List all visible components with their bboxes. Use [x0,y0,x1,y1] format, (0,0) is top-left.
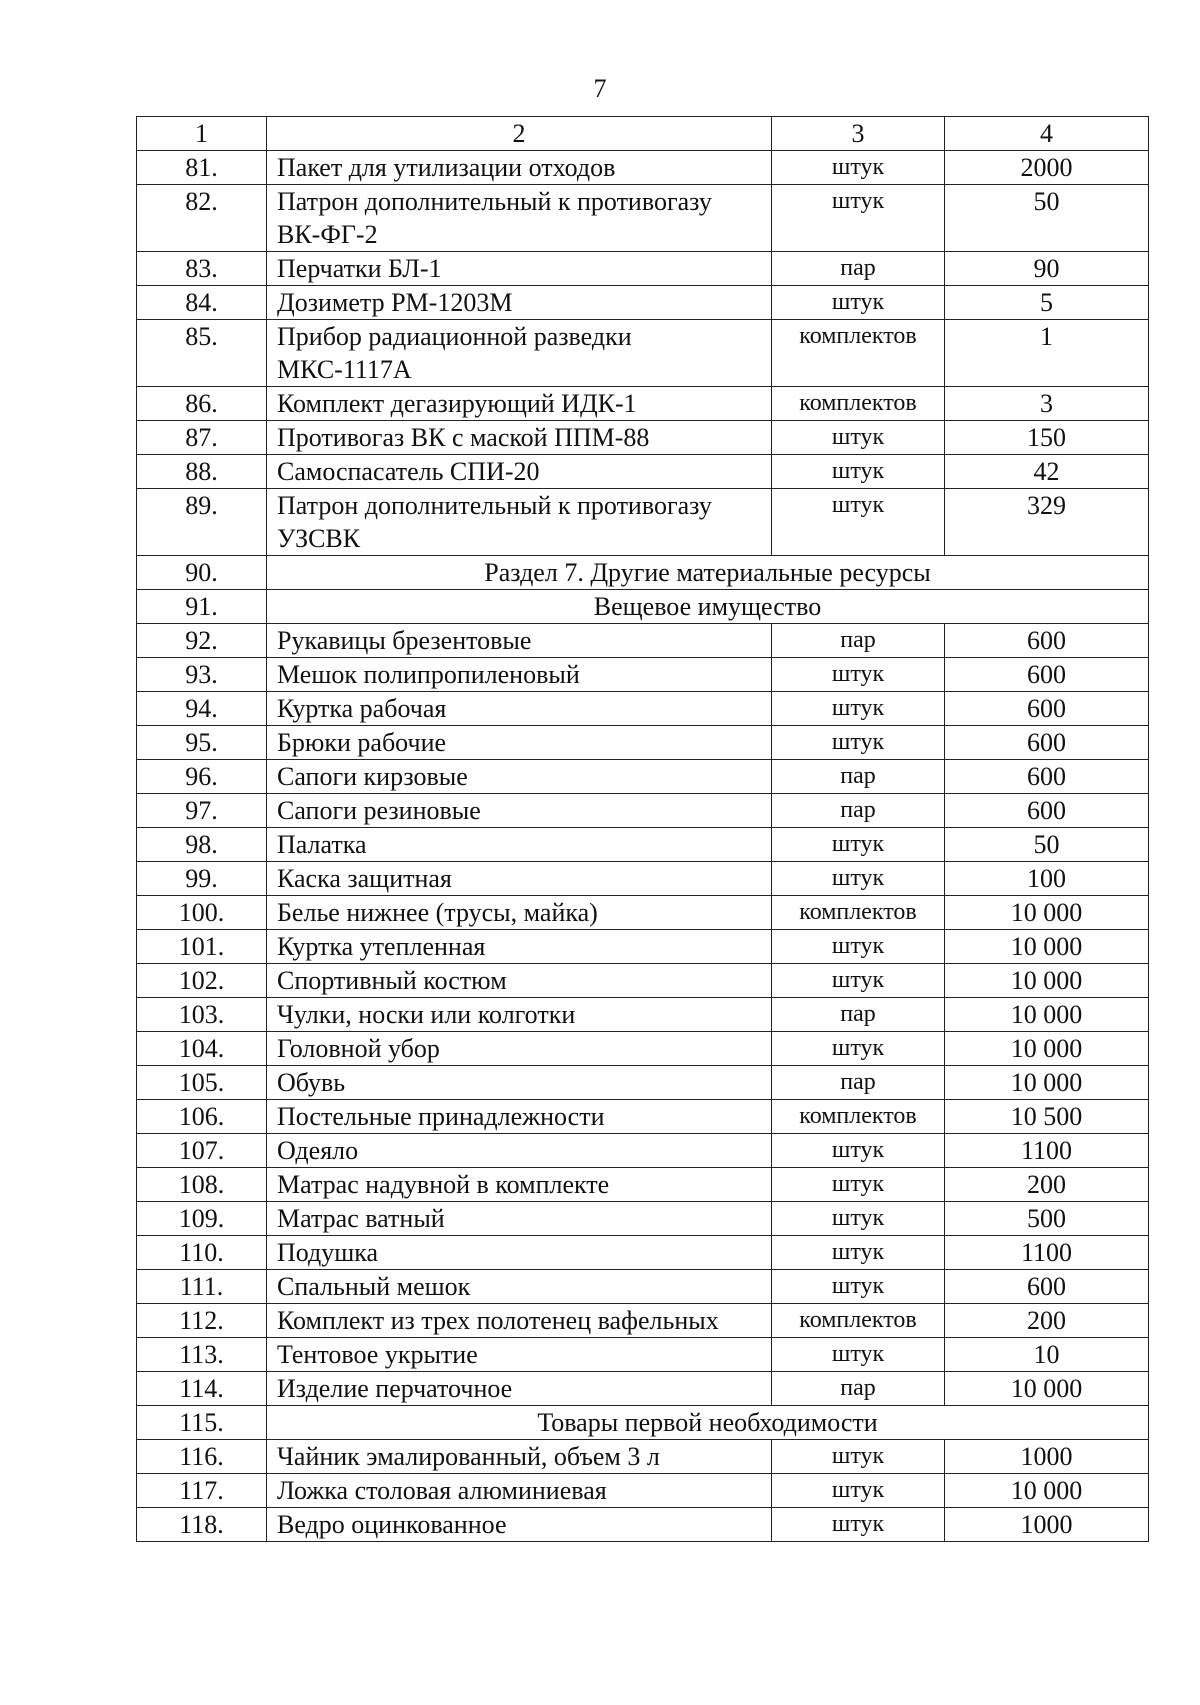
row-number: 117. [137,1474,267,1508]
item-unit: штук [772,964,945,998]
table-row [137,1032,1149,1066]
item-name: Изделие перчаточное [267,1372,772,1406]
row-number: 108. [137,1168,267,1202]
item-unit: штук [772,1168,945,1202]
item-unit: пар [772,998,945,1032]
item-unit: комплектов [772,1304,945,1338]
item-name: Ложка столовая алюминиевая [267,1474,772,1508]
item-name: Сапоги кирзовые [267,760,772,794]
table-row [137,1236,1149,1270]
item-quantity: 600 [945,794,1149,828]
row-number: 97. [137,794,267,828]
item-name: Сапоги резиновые [267,794,772,828]
row-number: 104. [137,1032,267,1066]
section-row [137,1406,1149,1440]
section-row [137,590,1149,624]
item-quantity: 50 [945,185,1149,252]
row-number: 99. [137,862,267,896]
item-name: Куртка рабочая [267,692,772,726]
table-row [137,624,1149,658]
item-unit: штук [772,455,945,489]
item-name: Спортивный костюм [267,964,772,998]
table-row [137,489,1149,556]
item-name: Одеяло [267,1134,772,1168]
row-number: 92. [137,624,267,658]
item-name: Мешок полипропиленовый [267,658,772,692]
section-title: Раздел 7. Другие материальные ресурсы [267,556,1149,590]
item-quantity: 600 [945,760,1149,794]
item-name: Комплект дегазирующий ИДК-1 [267,387,772,421]
item-quantity: 1000 [945,1440,1149,1474]
item-name: Подушка [267,1236,772,1270]
row-number: 90. [137,556,267,590]
item-name: Дозиметр РМ-1203М [267,286,772,320]
item-name: Патрон дополнительный к противогазу ВК-ФГ-2 [267,185,772,252]
item-unit: штук [772,930,945,964]
row-number: 101. [137,930,267,964]
row-number: 94. [137,692,267,726]
item-name: Тентовое укрытие [267,1338,772,1372]
item-quantity: 2000 [945,151,1149,185]
item-quantity: 200 [945,1304,1149,1338]
item-quantity: 90 [945,252,1149,286]
table-row [137,1202,1149,1236]
item-quantity: 200 [945,1168,1149,1202]
table-row [137,930,1149,964]
item-unit: пар [772,760,945,794]
row-number: 86. [137,387,267,421]
row-number: 118. [137,1508,267,1542]
item-quantity: 10 000 [945,964,1149,998]
row-number: 83. [137,252,267,286]
table-row [137,1372,1149,1406]
row-number: 87. [137,421,267,455]
table-row [137,1168,1149,1202]
table-row [137,998,1149,1032]
item-unit: штук [772,1202,945,1236]
item-unit: пар [772,252,945,286]
item-quantity: 500 [945,1202,1149,1236]
row-number: 96. [137,760,267,794]
row-number: 116. [137,1440,267,1474]
item-name: Матрас ватный [267,1202,772,1236]
item-name: Палатка [267,828,772,862]
table-row [137,1100,1149,1134]
item-unit: штук [772,1440,945,1474]
header-row [137,117,1149,151]
item-unit: штук [772,1236,945,1270]
item-name: Обувь [267,1066,772,1100]
item-quantity: 1100 [945,1134,1149,1168]
item-name: Перчатки БЛ-1 [267,252,772,286]
section-row [137,556,1149,590]
row-number: 107. [137,1134,267,1168]
item-quantity: 10 000 [945,896,1149,930]
item-unit: штук [772,692,945,726]
item-unit: штук [772,828,945,862]
column-number-3: 3 [772,117,945,151]
item-quantity: 10 500 [945,1100,1149,1134]
table-row [137,1338,1149,1372]
item-name: Каска защитная [267,862,772,896]
row-number: 98. [137,828,267,862]
item-quantity: 10 000 [945,1474,1149,1508]
item-name: Рукавицы брезентовые [267,624,772,658]
item-quantity: 10 000 [945,1066,1149,1100]
item-name: Пакет для утилизации отходов [267,151,772,185]
row-number: 95. [137,726,267,760]
item-name: Противогаз ВК с маской ППМ-88 [267,421,772,455]
item-name: Ведро оцинкованное [267,1508,772,1542]
row-number: 102. [137,964,267,998]
item-unit: штук [772,286,945,320]
table-row [137,726,1149,760]
item-unit: штук [772,421,945,455]
item-name: Брюки рабочие [267,726,772,760]
item-quantity: 600 [945,1270,1149,1304]
table-row [137,1134,1149,1168]
table-row [137,1508,1149,1542]
table-row [137,421,1149,455]
row-number: 88. [137,455,267,489]
table-row [137,1474,1149,1508]
item-unit: штук [772,1474,945,1508]
table-row [137,185,1149,252]
row-number: 81. [137,151,267,185]
item-unit: штук [772,658,945,692]
row-number: 109. [137,1202,267,1236]
item-name: Патрон дополнительный к противогазу УЗСВК [267,489,772,556]
row-number: 84. [137,286,267,320]
item-unit: штук [772,1270,945,1304]
table-row [137,658,1149,692]
section-title: Товары первой необходимости [267,1406,1149,1440]
item-quantity: 329 [945,489,1149,556]
column-number-4: 4 [945,117,1149,151]
item-quantity: 1100 [945,1236,1149,1270]
item-quantity: 1000 [945,1508,1149,1542]
table-row [137,286,1149,320]
item-unit: штук [772,185,945,252]
row-number: 114. [137,1372,267,1406]
column-number-1: 1 [137,117,267,151]
item-name: Чайник эмалированный, объем 3 л [267,1440,772,1474]
item-name: Самоспасатель СПИ-20 [267,455,772,489]
table-row [137,1066,1149,1100]
item-unit: штук [772,1508,945,1542]
item-quantity: 600 [945,624,1149,658]
item-unit: штук [772,1032,945,1066]
table-row [137,252,1149,286]
table-row [137,692,1149,726]
table-row [137,1440,1149,1474]
table-body [137,117,1149,1542]
item-name: Головной убор [267,1032,772,1066]
table-row [137,455,1149,489]
item-quantity: 600 [945,726,1149,760]
item-unit: комплектов [772,1100,945,1134]
item-quantity: 100 [945,862,1149,896]
table-row [137,1304,1149,1338]
item-name: Комплект из трех полотенец вафельных [267,1304,772,1338]
item-name: Спальный мешок [267,1270,772,1304]
page-number: 7 [593,74,607,103]
item-unit: пар [772,1066,945,1100]
item-unit: штук [772,726,945,760]
item-unit: пар [772,794,945,828]
table-row [137,862,1149,896]
table-row [137,760,1149,794]
table-row [137,794,1149,828]
item-name: Постельные принадлежности [267,1100,772,1134]
table-row [137,1270,1149,1304]
row-number: 93. [137,658,267,692]
column-number-2: 2 [267,117,772,151]
item-quantity: 10 [945,1338,1149,1372]
item-unit: комплектов [772,896,945,930]
row-number: 113. [137,1338,267,1372]
row-number: 105. [137,1066,267,1100]
item-quantity: 3 [945,387,1149,421]
item-unit: пар [772,1372,945,1406]
item-name: Белье нижнее (трусы, майка) [267,896,772,930]
item-quantity: 10 000 [945,930,1149,964]
row-number: 115. [137,1406,267,1440]
row-number: 85. [137,320,267,387]
item-quantity: 42 [945,455,1149,489]
table-row [137,964,1149,998]
table-row [137,151,1149,185]
row-number: 111. [137,1270,267,1304]
table-row [137,828,1149,862]
row-number: 91. [137,590,267,624]
item-quantity: 150 [945,421,1149,455]
resources-table [136,116,1149,1542]
row-number: 82. [137,185,267,252]
item-unit: штук [772,1134,945,1168]
section-title: Вещевое имущество [267,590,1149,624]
item-name: Матрас надувной в комплекте [267,1168,772,1202]
item-name: Куртка утепленная [267,930,772,964]
row-number: 103. [137,998,267,1032]
item-quantity: 600 [945,692,1149,726]
row-number: 106. [137,1100,267,1134]
item-quantity: 10 000 [945,998,1149,1032]
item-unit: штук [772,151,945,185]
item-quantity: 1 [945,320,1149,387]
row-number: 110. [137,1236,267,1270]
item-unit: комплектов [772,320,945,387]
table-row [137,896,1149,930]
item-name: Чулки, носки или колготки [267,998,772,1032]
table-row [137,320,1149,387]
item-quantity: 5 [945,286,1149,320]
item-quantity: 600 [945,658,1149,692]
table-row [137,387,1149,421]
item-quantity: 10 000 [945,1032,1149,1066]
item-unit: штук [772,862,945,896]
item-unit: пар [772,624,945,658]
item-quantity: 50 [945,828,1149,862]
item-unit: штук [772,489,945,556]
row-number: 89. [137,489,267,556]
item-unit: штук [772,1338,945,1372]
row-number: 112. [137,1304,267,1338]
item-unit: комплектов [772,387,945,421]
item-name: Прибор радиационной разведки МКС-1117А [267,320,772,387]
row-number: 100. [137,896,267,930]
item-quantity: 10 000 [945,1372,1149,1406]
